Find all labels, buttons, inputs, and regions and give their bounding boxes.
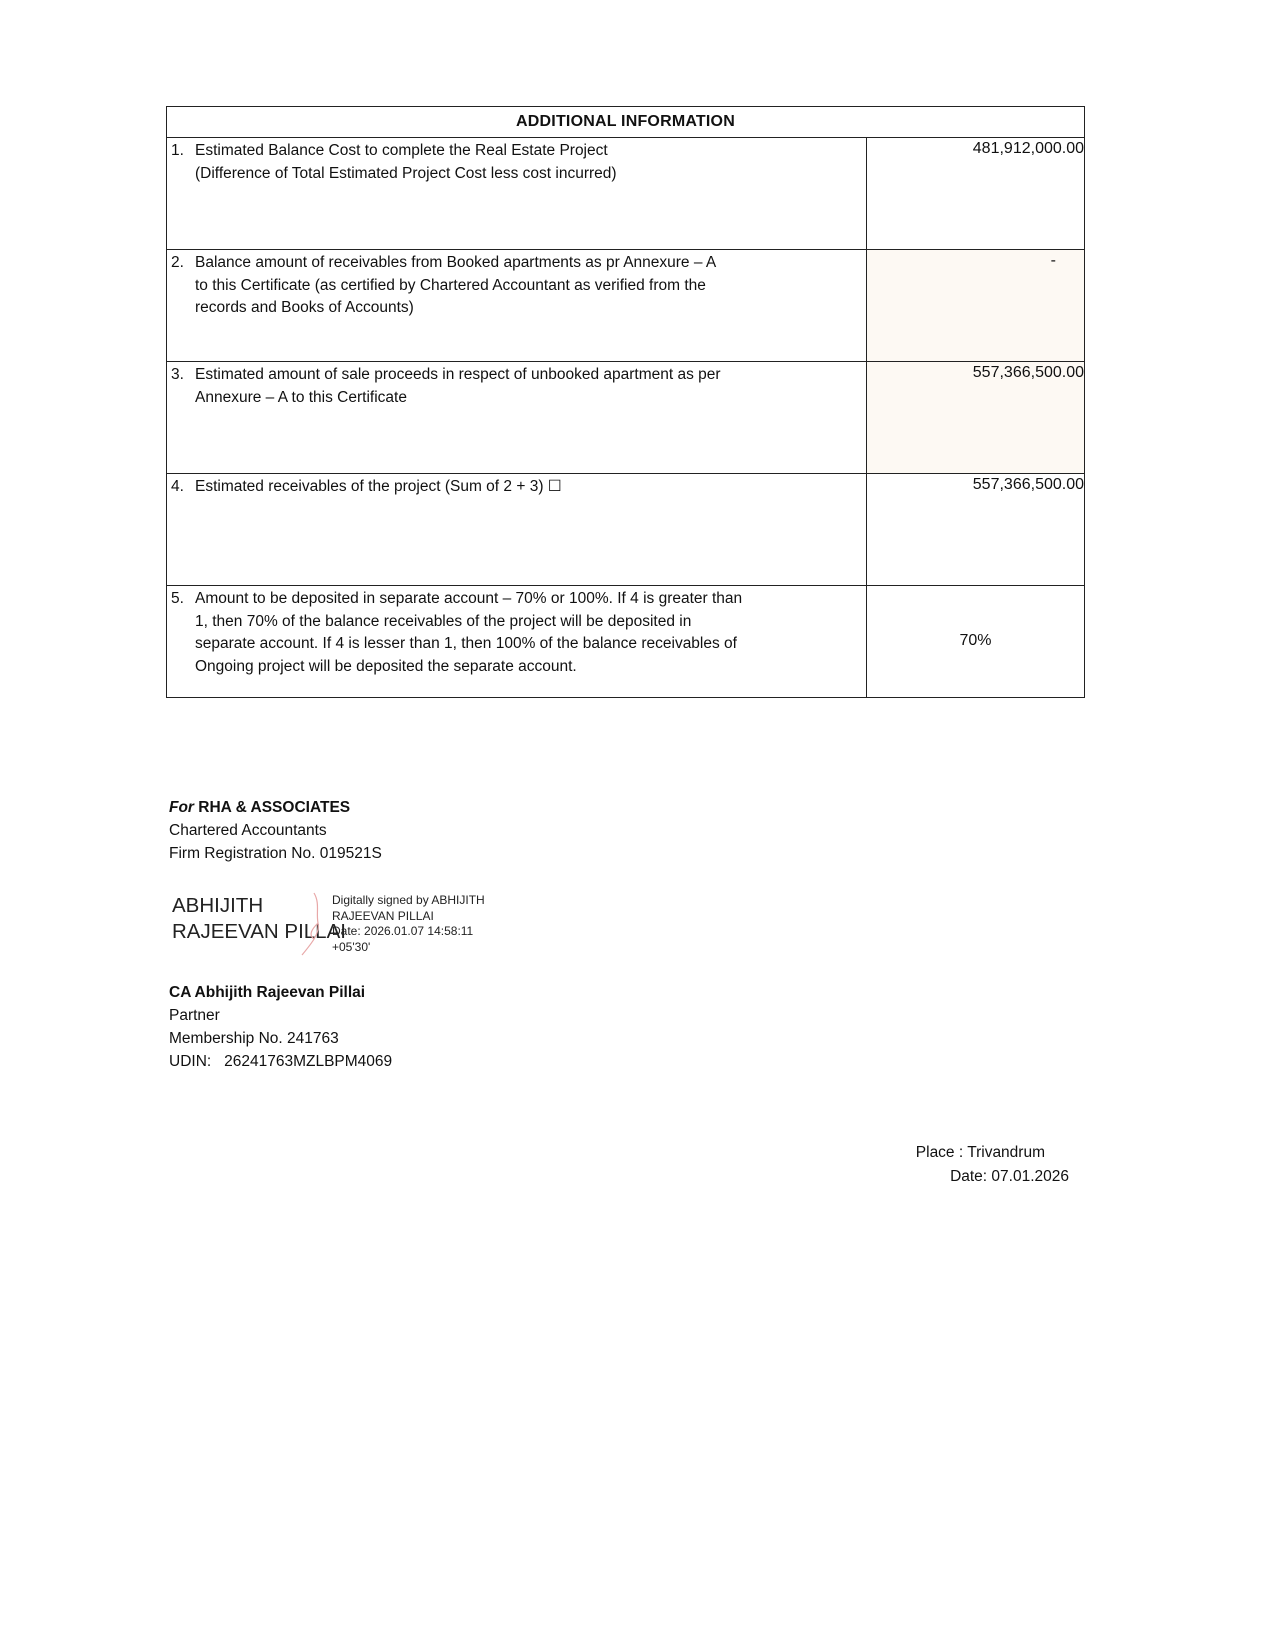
row-text-line: records and Books of Accounts) — [195, 299, 414, 316]
row-text-line: Annexure – A to this Certificate — [195, 388, 407, 406]
row-text-line: Estimated Balance Cost to complete the Real Estate Project — [195, 142, 608, 159]
firm-type: Chartered Accountants — [169, 822, 327, 839]
partner-role: Partner — [169, 1007, 220, 1024]
row-text-line: separate account. If 4 is lesser than 1, then 100% of the balance receivables of — [195, 635, 737, 652]
row-value: 557,366,500.00 — [867, 362, 1085, 474]
row-number: 5. — [171, 590, 184, 607]
table-header: ADDITIONAL INFORMATION — [167, 107, 1085, 138]
date: Date: 07.01.2026 — [950, 1168, 1069, 1185]
row-number: 4. — [171, 478, 184, 495]
table-row — [167, 138, 1085, 250]
udin: UDIN: 26241763MZLBPM4069 — [169, 1053, 393, 1070]
place: Place : Trivandrum — [915, 1144, 1045, 1161]
row-text-line: Balance amount of receivables from Booked apartments as pr Annexure – A — [195, 254, 717, 271]
table-row — [167, 586, 1085, 698]
signer-name-line: ABHIJITH — [172, 894, 264, 917]
row-number: 2. — [171, 254, 184, 271]
row-text-line: Estimated receivables of the project (Sum of 2 + 3) ☐ — [195, 478, 562, 495]
row-value — [867, 586, 1085, 698]
additional-information-table — [166, 106, 1085, 698]
stamp-line: +05'30' — [332, 939, 371, 954]
row-text-line: Amount to be deposited in separate account – 70% or 100%. If 4 is greater than — [195, 590, 743, 607]
signature-stamp — [332, 893, 485, 955]
firm-for-label: For — [169, 799, 194, 816]
digital-signature — [172, 893, 532, 959]
signature-scribble-icon — [290, 889, 330, 959]
stamp-line: RAJEEVAN PILLAI — [332, 908, 434, 923]
stamp-line: Date: 2026.01.07 14:58:11 — [332, 924, 474, 938]
signer-name-line: RAJEEVAN PILLAI — [172, 920, 346, 943]
deposit-percentage: 70% — [959, 632, 992, 650]
row-description — [167, 250, 867, 362]
place-date-block — [916, 1141, 1069, 1189]
row-text-line: Estimated amount of sale proceeds in respect of unbooked apartment as per — [195, 366, 721, 383]
row-number: 3. — [171, 366, 184, 383]
partner-block — [169, 981, 392, 1073]
row-description — [167, 362, 867, 474]
row-description — [167, 138, 867, 250]
row-number: 1. — [171, 142, 184, 159]
row-value: - — [867, 250, 1085, 362]
firm-block — [169, 796, 382, 865]
row-text-line: 1, then 70% of the balance receivables of the project will be deposited in — [195, 612, 692, 630]
row-text-line: (Difference of Total Estimated Project Cost less cost incurred) — [195, 164, 617, 182]
firm-name: RHA & ASSOCIATES — [198, 799, 351, 816]
row-value: 481,912,000.00 — [867, 138, 1085, 250]
table-row — [167, 474, 1085, 586]
row-value: 557,366,500.00 — [867, 474, 1085, 586]
row-text-line: Ongoing project will be deposited the separate account. — [195, 657, 577, 675]
row-text-line: to this Certificate (as certified by Chartered Accountant as verified from the — [195, 276, 706, 294]
stamp-line: Digitally signed by ABHIJITH — [332, 893, 485, 907]
membership-number: Membership No. 241763 — [169, 1030, 339, 1047]
row-description — [167, 474, 867, 586]
table-row — [167, 362, 1085, 474]
firm-registration: Firm Registration No. 019521S — [169, 845, 382, 862]
table-row — [167, 250, 1085, 362]
partner-name: CA Abhijith Rajeevan Pillai — [169, 984, 366, 1001]
row-description — [167, 586, 867, 698]
